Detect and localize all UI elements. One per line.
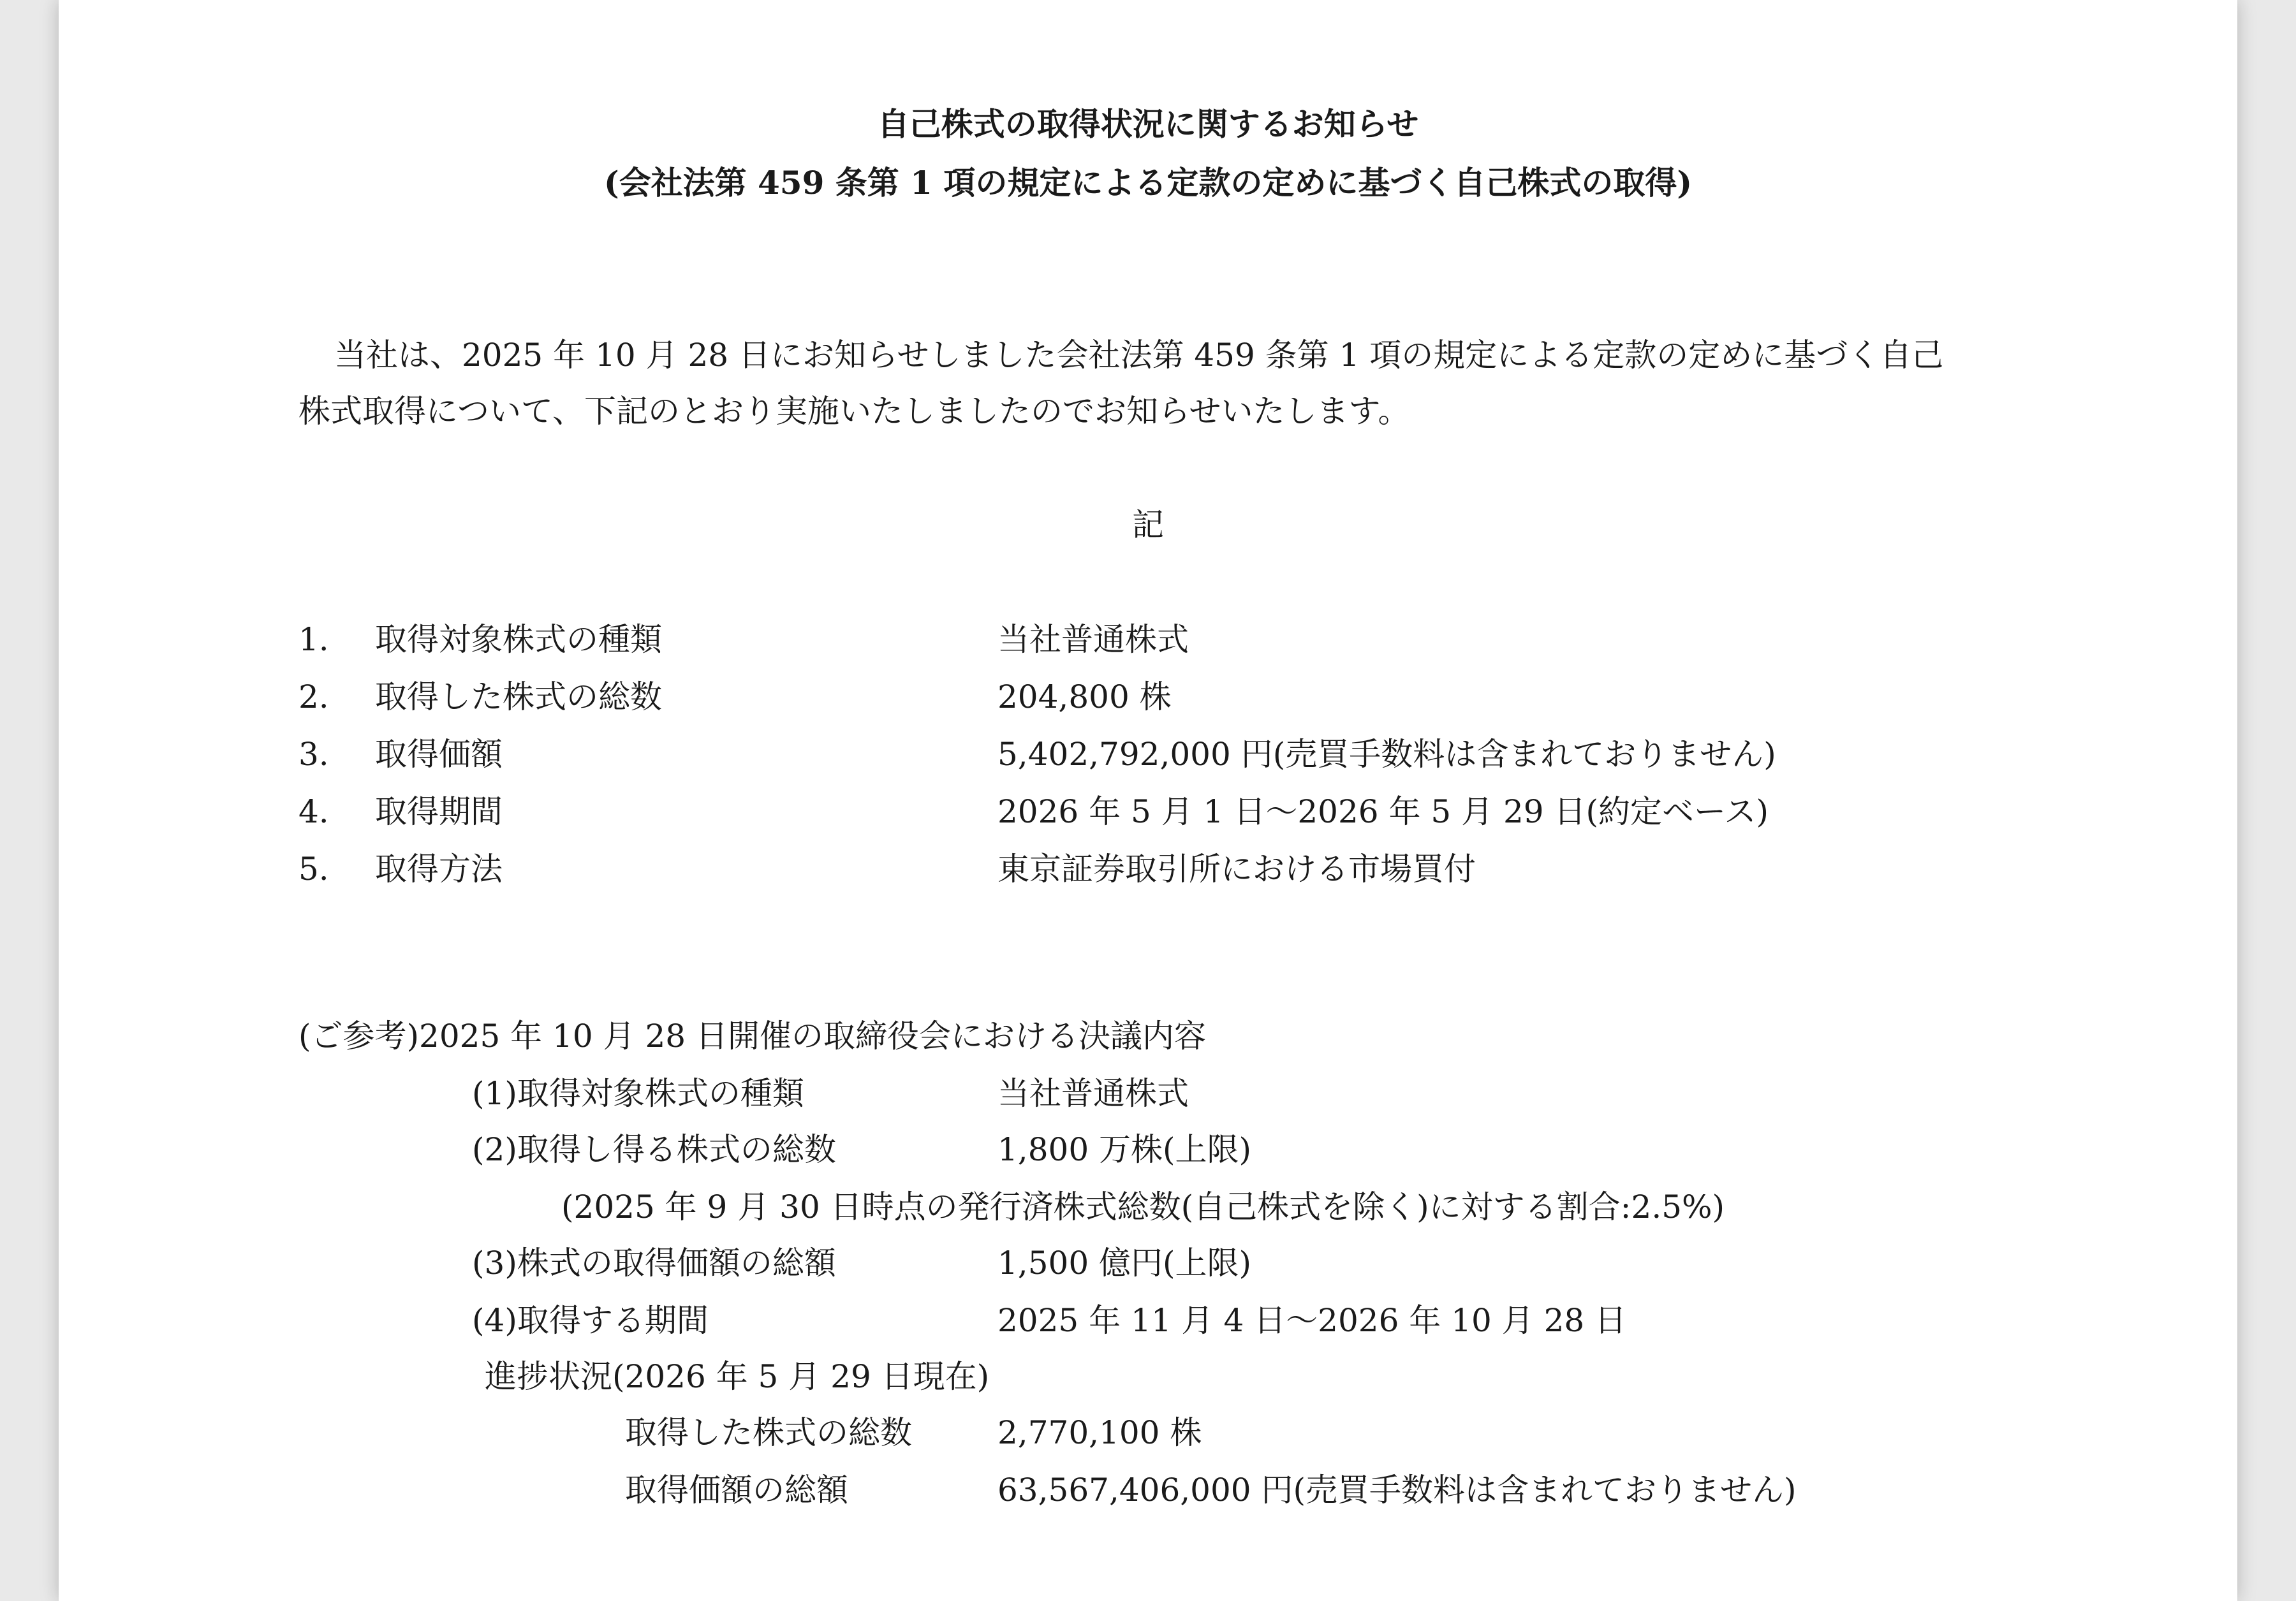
ki-heading: 記: [1132, 506, 1164, 543]
item-value: 東京証券取引所における市場買付: [997, 851, 1476, 888]
item-label: 取得期間: [375, 793, 503, 830]
progress-item-label: 取得した株式の総数: [625, 1414, 912, 1451]
item-number: 2.: [298, 678, 329, 715]
progress-heading: 進捗状況(2026 年 5 月 29 日現在): [485, 1358, 990, 1395]
reference-item-value: 1,500 億円(上限): [997, 1245, 1252, 1282]
item-label: 取得方法: [375, 851, 503, 888]
item-value: 204,800 株: [997, 678, 1172, 715]
item-value: 5,402,792,000 円(売買手数料は含まれておりません): [997, 736, 1776, 773]
item-label: 取得対象株式の種類: [375, 621, 662, 658]
item-label: 取得価額: [375, 736, 503, 773]
item-number: 1.: [298, 621, 329, 658]
intro-line-1: 当社は、2025 年 10 月 28 日にお知らせしました会社法第 459 条第 1 項の規定による定款の定めに基づく自己: [334, 337, 1944, 374]
document-title: 自己株式の取得状況に関するお知らせ: [877, 105, 1419, 143]
item-value: 当社普通株式: [997, 621, 1189, 658]
reference-note: (2025 年 9 月 30 日時点の発行済株式総数(自己株式を除く)に対する割合:2.5%): [561, 1188, 1725, 1225]
document-page: [59, 0, 2237, 1601]
progress-item-value: 63,567,406,000 円(売買手数料は含まれておりません): [997, 1472, 1797, 1509]
document-subtitle: (会社法第 459 条第 1 項の規定による定款の定めに基づく自己株式の取得): [603, 164, 1693, 201]
intro-line-2: 株式取得について、下記のとおり実施いたしましたのでお知らせいたします。: [298, 393, 1410, 430]
progress-item-label: 取得価額の総額: [625, 1472, 848, 1509]
reference-item-value: 2025 年 11 月 4 日～2026 年 10 月 28 日: [997, 1302, 1627, 1339]
item-number: 4.: [298, 793, 329, 830]
reference-item-label: (1)取得対象株式の種類: [472, 1075, 804, 1112]
reference-item-label: (3)株式の取得価額の総額: [472, 1245, 836, 1282]
item-number: 5.: [298, 851, 329, 888]
item-label: 取得した株式の総数: [375, 678, 662, 715]
item-value: 2026 年 5 月 1 日～2026 年 5 月 29 日(約定ベース): [997, 793, 1769, 830]
reference-item-value: 1,800 万株(上限): [997, 1131, 1252, 1168]
reference-item-label: (2)取得し得る株式の総数: [472, 1131, 836, 1168]
progress-item-value: 2,770,100 株: [997, 1414, 1202, 1451]
item-number: 3.: [298, 736, 329, 773]
reference-item-label: (4)取得する期間: [472, 1302, 709, 1339]
reference-item-value: 当社普通株式: [997, 1075, 1189, 1112]
reference-heading: (ご参考)2025 年 10 月 28 日開催の取締役会における決議内容: [298, 1018, 1206, 1055]
